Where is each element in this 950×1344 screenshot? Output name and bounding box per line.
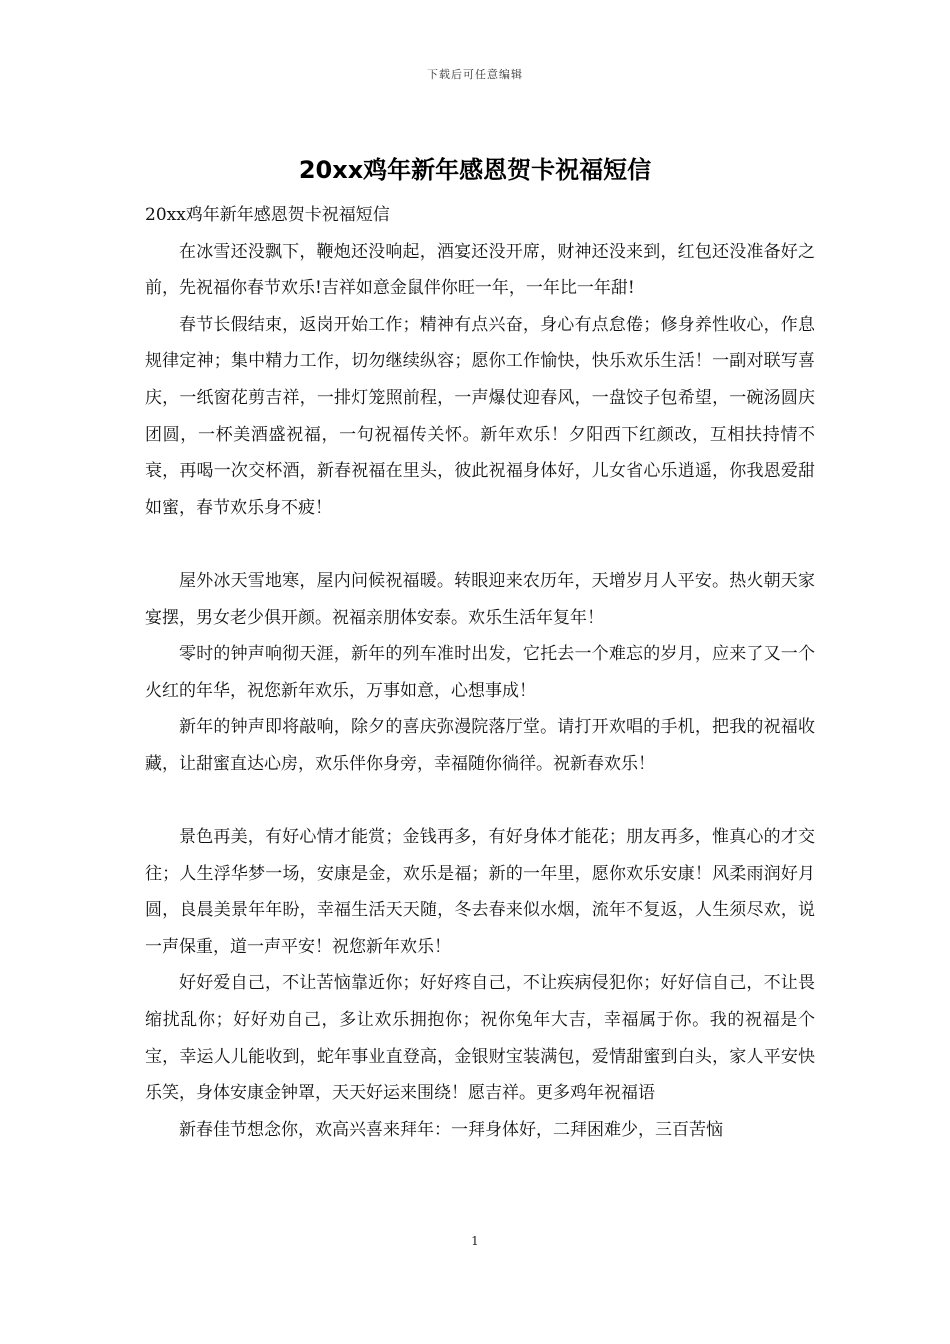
- paragraph: 新年的钟声即将敲响，除夕的喜庆弥漫院落厅堂。请打开欢唱的手机，把我的祝福收藏，让甜蜜直达心房，欢乐伴你身旁，幸福随你徜徉。祝新春欢乐！: [145, 717, 815, 774]
- paragraph: 在冰雪还没飘下，鞭炮还没响起，酒宴还没开席，财神还没来到，红包还没准备好之前，先祝福你春节欢乐!吉祥如意金鼠伴你旺一年，一年比一年甜!: [145, 241, 815, 299]
- paragraph: 春节长假结束，返岗开始工作；精神有点兴奋，身心有点怠倦；修身养性收心，作息规律定神；集中精力工作，切勿继续纵容；愿你工作愉快，快乐欢乐生活！一副对联写喜庆，一纸窗花剪吉祥，一排灯笼照前程，一声爆仗迎春风，一盘饺子包希望，一碗汤圆庆团圆，一杯美酒盛祝福，一句祝福传关怀。新年欢乐！夕阳西下红颜改，互相扶持情不衰，再喝一次交杯酒，新春祝福在里头，彼此祝福身体好，儿女省心乐逍遥，你我恩爱甜如蜜，春节欢乐身不疲！: [145, 314, 815, 518]
- subtitle-line: 20xx鸡年新年感恩贺卡祝福短信: [145, 205, 390, 225]
- paragraph: 零时的钟声响彻天涯，新年的列车准时出发，它托去一个难忘的岁月，应来了又一个火红的年华，祝您新年欢乐，万事如意，心想事成！: [145, 644, 815, 701]
- paragraph: 景色再美，有好心情才能赏；金钱再多，有好身体才能花；朋友再多，惟真心的才交往；人生浮华梦一场，安康是金，欢乐是福；新的一年里，愿你欢乐安康！风柔雨润好月圆，良晨美景年年盼，幸福生活天天随，冬去春来似水烟，流年不复返，人生须尽欢，说一声保重，道一声平安！祝您新年欢乐！: [145, 827, 815, 957]
- document-title: 20xx鸡年新年感恩贺卡祝福短信: [298, 156, 652, 184]
- page-number: 1: [471, 1234, 479, 1248]
- blank-line: [145, 526, 815, 563]
- header-note: 下载后可任意编辑: [427, 68, 523, 81]
- document-body: [145, 197, 815, 1148]
- paragraph: 好好爱自己，不让苦恼靠近你；好好疼自己，不让疾病侵犯你；好好信自己，不让畏缩扰乱你；好好劝自己，多让欢乐拥抱你；祝你兔年大吉，幸福属于你。我的祝福是个宝，幸运人儿能收到，蛇年事业直登高，金银财宝装满包，爱情甜蜜到白头，家人平安快乐笑，身体安康金钟罩，天天好运来围绕！愿吉祥。更多鸡年祝福语: [145, 973, 815, 1104]
- paragraph: 新春佳节想念你，欢高兴喜来拜年：一拜身体好，二拜困难少，三百苦恼: [179, 1119, 723, 1140]
- blank-line: [145, 783, 815, 820]
- paragraph: 屋外冰天雪地寒，屋内问候祝福暖。转眼迎来农历年，天增岁月人平安。热火朝天家宴摆，男女老少俱开颜。祝福亲朋体安泰。欢乐生活年复年！: [145, 570, 815, 628]
